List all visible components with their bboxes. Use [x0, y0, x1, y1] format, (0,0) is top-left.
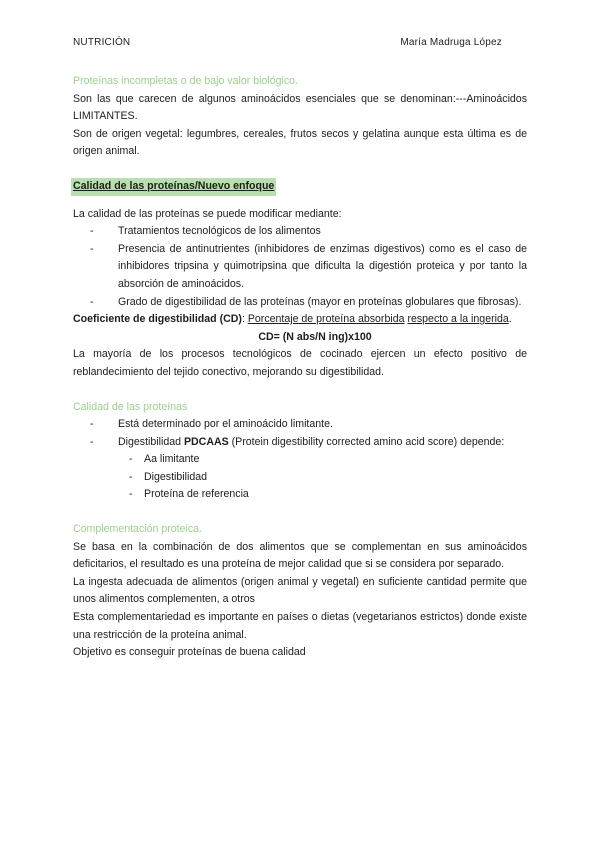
- list-item: - Tratamientos tecnológicos de los alimentos: [118, 223, 527, 241]
- cd-label: Coeficiente de digestibilidad (CD): [73, 313, 242, 326]
- highlighted-heading: Calidad de las proteínas/Nuevo enfoque: [71, 178, 276, 196]
- paragraph: Objetivo es conseguir proteínas de buena calidad: [73, 646, 306, 659]
- section-heading: Complementación proteica.: [73, 523, 202, 536]
- cd-definition-a: Porcentaje de proteína absorbida: [247, 313, 405, 326]
- sub-list-item: - Aa limitante: [144, 451, 527, 469]
- sub-list-item: - Proteína de referencia: [144, 486, 527, 504]
- document-body: [73, 73, 527, 662]
- pdcaas-term: PDCAAS: [183, 435, 229, 448]
- section-heading: Proteínas incompletas o de bajo valor biológico.: [73, 75, 298, 87]
- cd-formula: CD= (N abs/N ing)x100: [258, 330, 372, 343]
- sub-list: [73, 451, 527, 504]
- paragraph: Son de origen vegetal: legumbres, cereales, frutos secos y gelatina aunque esta última es de origen animal.: [73, 127, 527, 158]
- cd-definition-b: respecto a la ingerida: [407, 313, 509, 326]
- sub-list-item: - Digestibilidad: [144, 469, 527, 487]
- header-subject: NUTRICIÓN: [73, 37, 131, 48]
- bullet-list: [73, 416, 527, 451]
- list-item: - Presencia de antinutrientes (inhibidores de enzimas digestivos) como es el caso de inhibidores tripsina y quimotripsina que dificulta la digestión proteica y por tanto la absorción de aminoácidos.: [118, 241, 527, 294]
- bullet-list: [73, 223, 527, 311]
- paragraph: La ingesta adecuada de alimentos (origen animal y vegetal) en suficiente cantidad permite que unos alimentos complementen, a otros: [73, 575, 527, 606]
- header-author: María Madruga López: [400, 37, 502, 48]
- list-item: - Digestibilidad PDCAAS (Protein digestibility corrected amino acid score) depende:: [118, 434, 527, 452]
- paragraph: Se basa en la combinación de dos alimentos que se complementan en sus aminoácidos deficitarios, el resultado es una proteína de mejor calidad que si se considera por separado.: [73, 540, 527, 571]
- section-heading: Calidad de las proteínas: [73, 400, 188, 413]
- paragraph: Esta complementariedad es importante en países o dietas (vegetarianos estrictos) donde existe una restricción de la proteína animal.: [73, 611, 527, 641]
- paragraph: Son las que carecen de algunos aminoácidos esenciales que se denominan:---Aminoácidos LIMITANTES.: [73, 92, 527, 123]
- list-item: - Grado de digestibilidad de las proteínas (mayor en proteínas globulares que fibrosas).: [118, 294, 527, 312]
- paragraph: La mayoría de los procesos tecnológicos de cocinado ejercen un efecto positivo de reblandecimiento del tejido conectivo, mejorando su digestibilidad.: [73, 348, 527, 378]
- page-header: [73, 37, 502, 48]
- list-item: - Está determinado por el aminoácido limitante.: [118, 416, 527, 434]
- digestibility-definition: Coeficiente de digestibilidad (CD): Porcentaje de proteína absorbida respecto a la ingerida.: [73, 313, 512, 326]
- paragraph: La calidad de las proteínas se puede modificar mediante:: [73, 207, 342, 220]
